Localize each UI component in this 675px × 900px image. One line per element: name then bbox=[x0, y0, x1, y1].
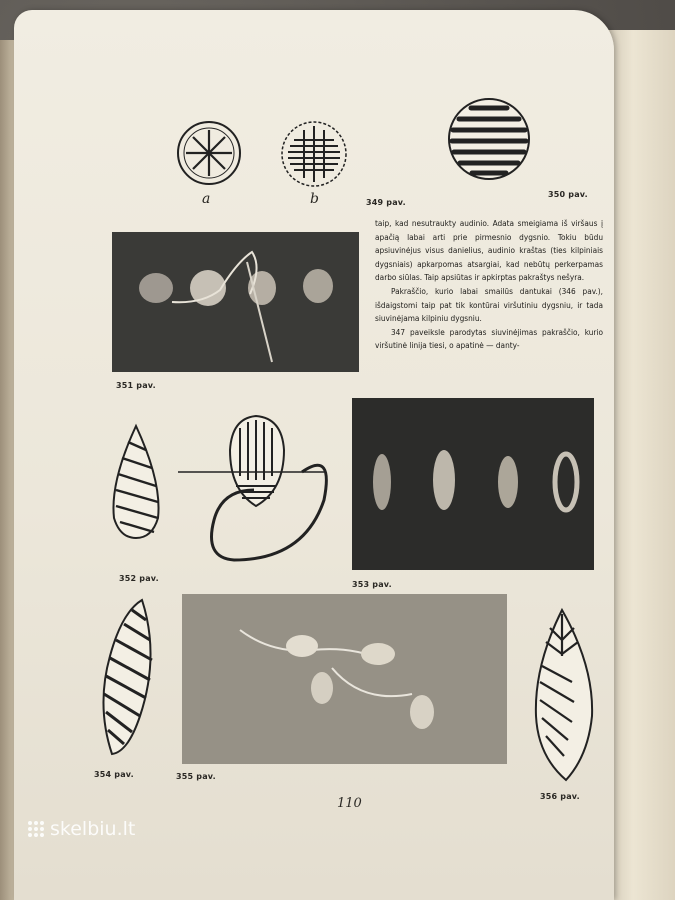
figure-356-leaf-herringbone bbox=[532, 606, 596, 784]
paragraph-2: Pakraščio, kurio labai smailūs dantukai (346 pav.), išdaigstomi taip pat tik kontūrai viršutiniu dygsniu, ir tada siuvinėjama kilpiniu dygsniu. bbox=[375, 285, 603, 324]
figure-label-b: b bbox=[310, 191, 319, 207]
caption-353: 353 pav. bbox=[352, 580, 392, 589]
caption-351: 351 pav. bbox=[116, 381, 156, 390]
figure-349a-star-stitch bbox=[176, 120, 242, 186]
watermark-logo-icon bbox=[28, 821, 44, 837]
figure-label-a: a bbox=[202, 191, 211, 207]
figure-352-leaf-drop bbox=[106, 422, 166, 540]
caption-356: 356 pav. bbox=[540, 792, 580, 801]
paragraph-1: taip, kad nesutraukty audinio. Adata smeigiama iš viršaus į apačią labai arti prie pirmesnio dygsnio. Tokiu būdu apsiuvinėjus visus danielius, audinio kraštas (ties kilpiniais dygsniais) apkarpomas atsargiai, kad nebūtų perkerpamas darbo siūlas. Taip apsiūtas ir apkirptas pakraštys nešyra. bbox=[375, 218, 603, 283]
figure-352-needle-diagram bbox=[174, 410, 354, 570]
caption-349: 349 pav. bbox=[366, 198, 406, 207]
caption-355: 355 pav. bbox=[176, 772, 216, 781]
watermark-text: skelbiu.lt bbox=[50, 818, 136, 840]
caption-350: 350 pav. bbox=[548, 190, 588, 199]
watermark bbox=[28, 818, 135, 840]
figure-353-photo bbox=[352, 398, 594, 570]
figure-351-photo bbox=[112, 232, 359, 372]
caption-354: 354 pav. bbox=[94, 770, 134, 779]
page-number: 110 bbox=[337, 796, 362, 811]
figure-354-leaf-diagonal bbox=[96, 596, 158, 758]
figure-355-photo bbox=[182, 594, 507, 764]
caption-352: 352 pav. bbox=[119, 574, 159, 583]
figure-349b-satin-stitch bbox=[280, 120, 348, 188]
paragraph-3: 347 paveiksle parodytas siuvinėjimas pakraščio, kurio viršutinė linija tiesi, o apatinė — danty- bbox=[375, 326, 603, 351]
book-page bbox=[14, 10, 614, 900]
figure-350-padded-circle bbox=[446, 96, 532, 182]
body-text bbox=[375, 217, 603, 353]
